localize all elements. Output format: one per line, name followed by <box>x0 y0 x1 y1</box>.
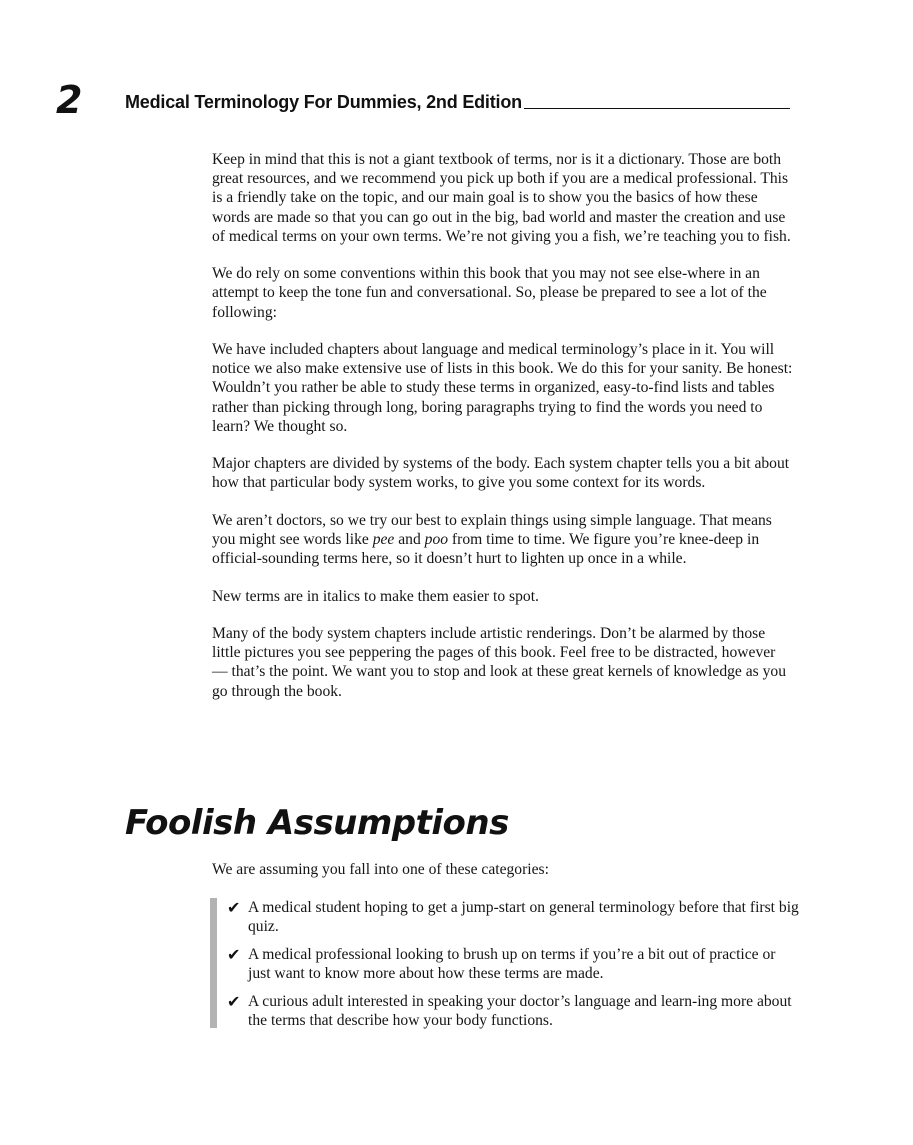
list-item-text: A medical student hoping to get a jump-start on general terminology before that first big quiz. <box>248 899 799 936</box>
page-number: 2 <box>56 78 83 122</box>
paragraph: Many of the body system chapters include artistic renderings. Don’t be alarmed by those little pictures you see peppering the pages of this book. Feel free to be distracted, however — that’s the point. We want you to stop and look at these great kernels of knowledge as you go through the book. <box>212 624 787 700</box>
list-item-text: A curious adult interested in speaking your doctor’s language and learn-ing more about the terms that describe how your body functions. <box>248 992 792 1030</box>
italic-term: poo <box>424 531 449 548</box>
book-title: Medical Terminology For Dummies, 2nd Edition <box>125 92 522 112</box>
check-mark-icon: ✔ <box>227 991 241 1011</box>
paragraph: We do rely on some conventions within this book that you may not see else-where in an attempt to keep the tone fun and conversational. So, please be prepared to see a lot of the following: <box>212 265 767 321</box>
paragraph-text: from time to time. We figure you’re knee-deep in official-sounding terms here, so it doesn’t hurt to lighten up once in a while. <box>212 531 760 568</box>
check-mark-icon: ✔ <box>227 944 241 964</box>
paragraph: Keep in mind that this is not a giant textbook of terms, nor is it a dictionary. Those are both great resources, and we recommend you pick up both if you are a medical professional. This is a friendly take on the topic, and our main goal is to show you the basics of how these words are made so that you can go out in the big, bad world and master the creation and use of medical terms on your own terms. We’re not giving you a fish, we’re teaching you to fish. <box>212 151 791 245</box>
paragraph: We have included chapters about language and medical terminology’s place in it. You will notice we also make extensive use of lists in this book. We do this for your sanity. Be honest: Wouldn’t you rather be able to study these terms in organized, easy-to-find lists and tables rather than picking through long, boring paragraphs trying to find the words you need to learn? We thought so. <box>212 341 793 435</box>
list-item-text: A medical professional looking to brush up on terms if you’re a bit out of practice or just want to know more about how these terms are made. <box>248 945 776 983</box>
paragraph-text: and <box>394 531 425 548</box>
running-head <box>0 0 913 140</box>
body-text <box>212 150 794 719</box>
italic-term: pee <box>372 531 395 548</box>
paragraph: New terms are in italics to make them easier to spot. <box>212 587 539 605</box>
paragraph <box>212 511 794 569</box>
list-item <box>210 945 800 983</box>
bullet-list <box>210 898 800 1039</box>
list-item <box>210 898 800 936</box>
section-heading: Foolish Assumptions <box>125 803 509 843</box>
paragraph-text: We aren’t doctors, so we try our best to explain things using simple language. That means you might see words like <box>212 511 772 548</box>
header-rule <box>524 108 790 109</box>
check-mark-icon: ✔ <box>227 898 241 917</box>
list-item <box>210 992 800 1030</box>
paragraph: Major chapters are divided by systems of the body. Each system chapter tells you a bit about how that particular body system works, to give you some context for its words. <box>212 455 790 492</box>
section-intro: We are assuming you fall into one of these categories: <box>212 861 549 878</box>
